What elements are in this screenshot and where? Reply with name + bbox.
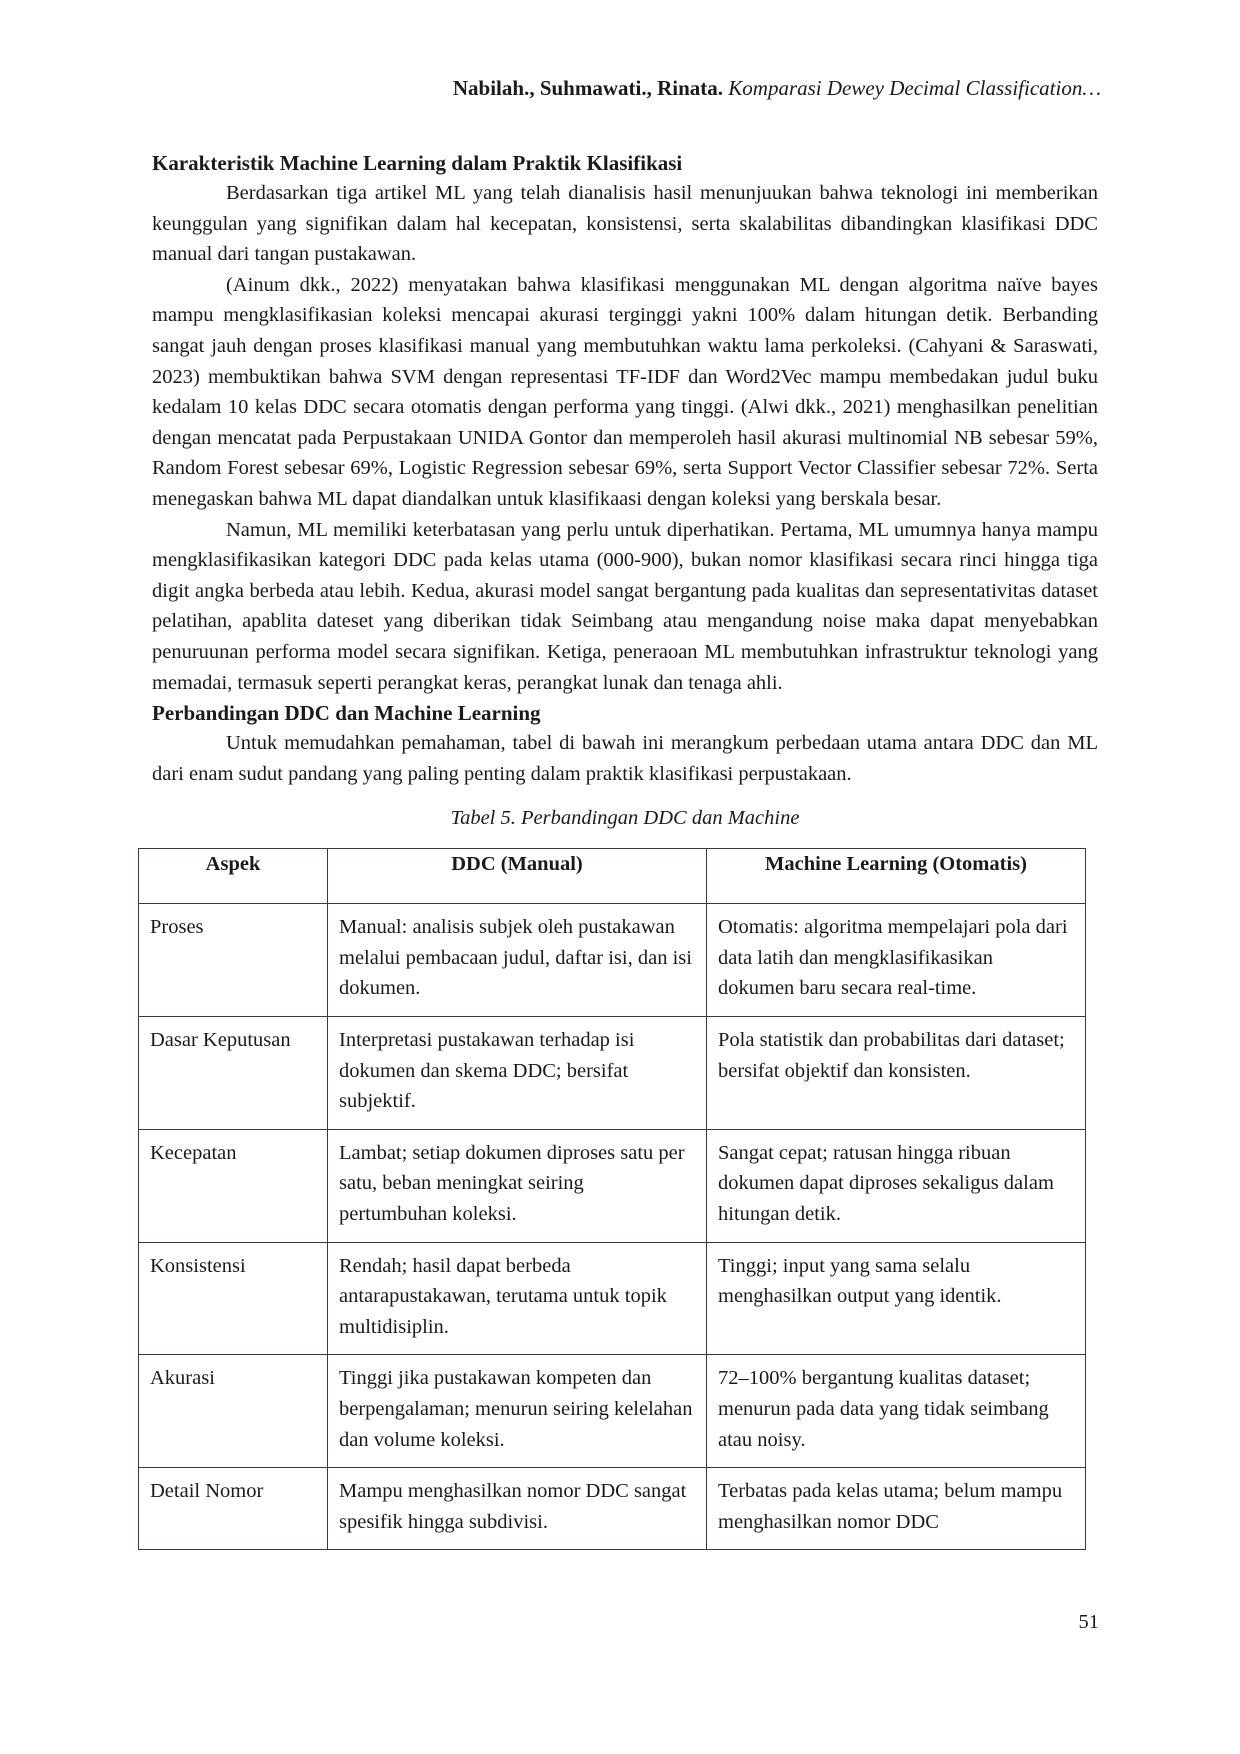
comparison-table [138,848,1086,1550]
table-caption: Tabel 5. Perbandingan DDC dan Machine [450,807,800,830]
table-cell: Rendah; hasil dapat berbeda antarapustakawan, terutama untuk topik multidisiplin. [328,1242,707,1355]
table-row [139,904,1086,1017]
column-header: Machine Learning (Otomatis) [707,849,1086,904]
page-content [152,148,1098,1550]
paragraph: Untuk memudahkan pemahaman, tabel di bawah ini merangkum perbedaan utama antara DDC dan ML dari enam sudut pandang yang paling penting dalam praktik klasifikasi perpustakaan. [152,732,1098,785]
table-cell: 72–100% bergantung kualitas dataset; menurun pada data yang tidak seimbang atau noisy. [707,1355,1086,1468]
section-heading-comparison: Perbandingan DDC dan Machine Learning [152,701,541,726]
table-cell: Dasar Keputusan [139,1017,328,1130]
table-cell: Akurasi [139,1355,328,1468]
column-header: Aspek [139,849,328,904]
table-cell: Lambat; setiap dokumen diproses satu per satu, beban meningkat seiring pertumbuhan koleksi. [328,1129,707,1242]
table-cell: Detail Nomor [139,1468,328,1550]
table-cell: Mampu menghasilkan nomor DDC sangat spesifik hingga subdivisi. [328,1468,707,1550]
section-heading-ml-characteristics: Karakteristik Machine Learning dalam Praktik Klasifikasi [152,151,683,175]
column-header: DDC (Manual) [328,849,707,904]
paragraph: (Ainum dkk., 2022) menyatakan bahwa klasifikasi menggunakan ML dengan algoritma naïve bayes mampu mengklasifikasian koleksi mencapai akurasi terginggi yakni 100% dalam hitungan detik. Berbanding sangat jauh dengan proses klasifikasi manual yang membutuhkan waktu lama perkoleksi. (Cahyani & Saraswati, 2023) membuktikan bahwa SVM dengan representasi TF-IDF dan Word2Vec mampu membedakan judul buku kedalam 10 kelas DDC secara otomatis dengan performa yang tinggi. (Alwi dkk., 2021) menghasilkan penelitian dengan mencatat pada Perpustakaan UNIDA Gontor dan memperoleh hasil akurasi multinomial NB sebesar 59%, Random Forest sebesar 69%, Logistic Regression sebesar 69%, serta Support Vector Classifier sebesar 72%. Serta menegaskan bahwa ML dapat diandalkan untuk klasifikaasi dengan koleksi yang berskala besar. [152,273,1098,510]
table-row [139,1355,1086,1468]
table-cell: Otomatis: algoritma mempelajari pola dari data latih dan mengklasifikasikan dokumen baru secara real-time. [707,904,1086,1017]
table-cell: Interpretasi pustakawan terhadap isi dokumen dan skema DDC; bersifat subjektif. [328,1017,707,1130]
table-row [139,1468,1086,1550]
paragraph: Berdasarkan tiga artikel ML yang telah dianalisis hasil menunjuukan bahwa teknologi ini memberikan keunggulan yang signifikan dalam hal kecepatan, konsistensi, serta skalabilitas dibandingkan klasifikasi DDC manual dari tangan pustakawan. [152,182,1098,266]
table-cell: Tinggi; input yang sama selalu menghasilkan output yang identik. [707,1242,1086,1355]
running-header [453,74,1101,102]
table-cell: Tinggi jika pustakawan kompeten dan berpengalaman; menurun seiring kelelahan dan volume koleksi. [328,1355,707,1468]
table-cell: Proses [139,904,328,1017]
table-cell: Konsistensi [139,1242,328,1355]
table-row [139,1017,1086,1130]
table-header-row [139,849,1086,904]
table-cell: Sangat cepat; ratusan hingga ribuan dokumen dapat diproses sekaligus dalam hitungan detik. [707,1129,1086,1242]
header-title: Komparasi Dewey Decimal Classification… [728,76,1101,100]
page-number: 51 [1078,1611,1099,1633]
table-cell: Kecepatan [139,1129,328,1242]
table-cell: Manual: analisis subjek oleh pustakawan melalui pembacaan judul, daftar isi, dan isi dokumen. [328,904,707,1017]
table-row [139,1129,1086,1242]
table-cell: Terbatas pada kelas utama; belum mampu menghasilkan nomor DDC [707,1468,1086,1550]
table-cell: Pola statistik dan probabilitas dari dataset; bersifat objektif dan konsisten. [707,1017,1086,1130]
table-row [139,1242,1086,1355]
header-authors: Nabilah., Suhmawati., Rinata. [452,76,724,100]
paragraph: Namun, ML memiliki keterbatasan yang perlu untuk diperhatikan. Pertama, ML umumnya hanya mampu mengklasifikasikan kategori DDC pada kelas utama (000-900), bukan nomor klasifikasi secara rinci hingga tiga digit angka berbeda atau lebih. Kedua, akurasi model sangat bergantung pada kualitas dan sepresentativitas dataset pelatihan, apablita dateset yang diberikan tidak Seimbang atau mengandung noise maka dapat menyebabkan penuruunan performa model secara signifikan. Ketiga, peneraoan ML membutuhkan infrastruktur teknologi yang memadai, termasuk seperti perangkat keras, perangkat lunak dan tenaga ahli. [152,518,1098,694]
